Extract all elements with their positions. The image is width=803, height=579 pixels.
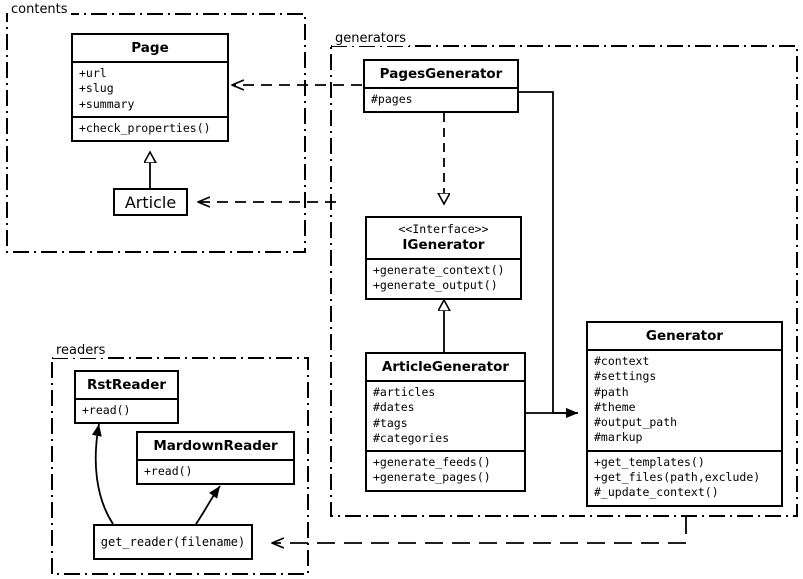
class-generator-operation: +get_files(path,exclude) [594,469,761,484]
class-rst-reader-operation: +read() [82,403,131,417]
class-page[interactable] [71,33,229,142]
class-article-title: Article [124,192,177,212]
package-label-generators: generators [332,31,409,46]
class-mardown-reader-title: MardownReader [153,438,278,454]
class-article-generator-title: ArticleGenerator [381,359,510,375]
class-article-generator-operations [367,452,524,490]
class-igenerator-operation: +generate_output() [373,278,498,293]
class-page-operation: +check_properties() [79,120,211,135]
class-generator-attribute: #output_path [594,415,678,430]
package-label-contents: contents [8,2,71,17]
class-article-generator-attributes [367,382,524,450]
class-page-operations [73,118,227,140]
class-rst-reader-operations [76,400,177,422]
class-generator-operation: #_update_context() [594,485,719,500]
class-pages-generator-attributes [365,89,517,111]
class-igenerator[interactable] [365,216,522,300]
class-mardown-reader-operation: +read() [144,464,193,478]
class-generator-operation: +get_templates() [594,454,705,469]
class-pages-generator-title: PagesGenerator [379,66,503,82]
function-get-reader[interactable] [93,524,253,560]
class-page-attribute: +slug [79,81,114,96]
class-generator-attribute: #markup [594,430,643,445]
class-igenerator-operation: +generate_context() [373,263,505,277]
package-label-readers: readers [53,343,108,358]
class-article-generator-operation: +generate_pages() [373,470,491,485]
class-article-generator-operation: +generate_feeds() [373,455,491,470]
class-generator-attribute: #theme [594,399,636,414]
class-page-attribute: +summary [79,96,135,111]
class-article-generator-attribute: #articles [373,385,436,399]
class-page-title: Page [131,40,169,56]
function-get-reader-label: get_reader(filename) [100,535,246,549]
class-article-generator[interactable] [365,352,526,492]
class-rst-reader[interactable] [74,370,179,424]
class-article[interactable] [113,188,188,216]
class-generator-attributes [588,351,781,450]
class-pages-generator-attribute: #pages [371,92,413,106]
class-page-attribute: +url [79,66,107,80]
class-igenerator-stereotype: <<Interface>> [398,222,489,236]
class-mardown-reader[interactable] [136,431,295,485]
class-article-generator-attribute: #tags [373,415,408,430]
class-generator-attribute: #context [594,354,650,368]
class-igenerator-operations [367,260,520,298]
class-generator-operations [588,452,781,505]
class-mardown-reader-operations [138,461,293,483]
class-igenerator-title: IGenerator [402,237,485,253]
class-generator-title: Generator [645,328,724,344]
class-pages-generator[interactable] [363,59,519,113]
class-article-generator-attribute: #categories [373,430,450,445]
class-generator-attribute: #path [594,384,629,399]
class-article-generator-attribute: #dates [373,400,415,415]
class-generator[interactable] [586,321,783,507]
class-generator-attribute: #settings [594,369,657,384]
class-rst-reader-title: RstReader [86,377,167,393]
class-page-attributes [73,63,227,116]
